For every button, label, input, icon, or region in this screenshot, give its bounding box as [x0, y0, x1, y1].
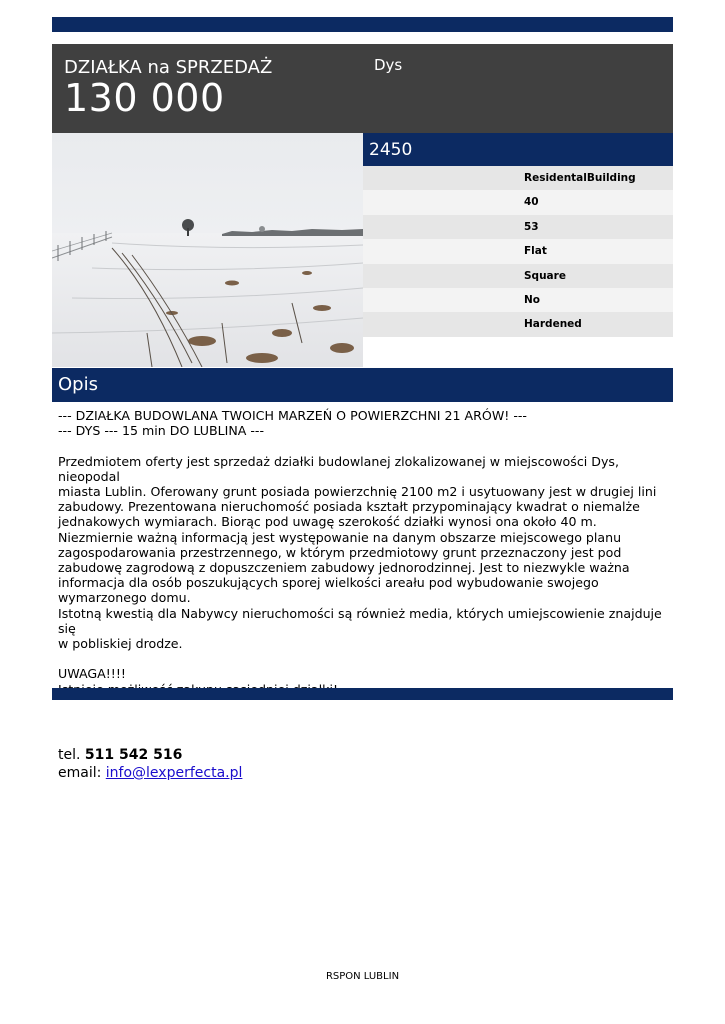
description-text: [58, 408, 670, 697]
plot-area: 2450: [369, 140, 413, 160]
param-value: No: [524, 293, 541, 306]
param-row: [363, 264, 673, 288]
offer-header: [52, 44, 673, 133]
param-row: [363, 312, 673, 336]
description-line: Przedmiotem oferty jest sprzedaż działki budowlanej zlokalizowanej w miejscowości Dys, nieopodal: [58, 453, 619, 484]
email-label: email:: [58, 765, 102, 781]
description-line: Istotną kwestią dla Nabywcy nieruchomości są również media, których umiejscowienie znajduje się: [58, 605, 662, 636]
description-line: informacja dla osób poszukujących sporej wielkości areału pod wybudowanie swojego: [58, 575, 599, 591]
separator-bar: [52, 688, 673, 700]
description-heading-bar: [52, 368, 673, 402]
contact-block: [58, 746, 242, 782]
email-line: [58, 764, 242, 782]
param-row: [363, 215, 673, 239]
email-link[interactable]: info@lexperfecta.pl: [105, 765, 243, 781]
area-bar: [363, 133, 673, 166]
description-line: zagospodarowania przestrzennego, w którym przedmiotowy grunt przeznaczony jest pod: [58, 544, 622, 560]
description-line: zabudowy. Prezentowana nieruchomość posiada kształt przypominający kwadrat o niemalże: [58, 499, 640, 515]
offer-location: Dys: [374, 56, 403, 74]
offer-price: 130 000: [64, 76, 225, 120]
top-accent-bar: [52, 17, 673, 32]
phone-number: 511 542 516: [84, 747, 183, 763]
description-line: w pobliskiej drodze.: [58, 636, 183, 652]
description-heading: Opis: [58, 374, 98, 395]
param-value: ResidentalBuilding: [524, 172, 636, 184]
description-line: UWAGA!!!!: [58, 666, 126, 682]
footer-text: RSPON LUBLIN: [325, 971, 400, 982]
description-line: jednakowych wymiarach. Biorąc pod uwagę szerokość działki wynosi ona około 40 m.: [58, 514, 597, 530]
offer-title: DZIAŁKA na SPRZEDAŻ: [64, 57, 273, 78]
phone-label: tel.: [58, 747, 81, 763]
param-row: [363, 288, 673, 312]
description-line: --- DYS --- 15 min DO LUBLINA ---: [58, 423, 265, 439]
param-value: 40: [524, 196, 539, 209]
phone-line: [58, 746, 242, 764]
description-line: --- DZIAŁKA BUDOWLANA TWOICH MARZEŃ O POWIERZCHNI 21 ARÓW! ---: [58, 408, 527, 423]
param-value: 53: [524, 220, 539, 233]
description-line: Niezmiernie ważną informacją jest występowanie na danym obszarze miejscowego planu: [58, 529, 622, 545]
param-row: [363, 190, 673, 214]
description-gap: [58, 651, 670, 666]
description-gap: [58, 438, 670, 453]
description-line: wymarzonego domu.: [58, 590, 191, 606]
property-photo: [52, 133, 363, 367]
param-value: Square: [524, 269, 566, 282]
param-value: Flat: [524, 245, 547, 258]
param-row: [363, 239, 673, 263]
description-line: zabudowę zagrodową z dopuszczeniem zabudowy jednorodzinnej. Jest to niezwykle ważna: [58, 560, 630, 576]
parameters-table: [363, 166, 673, 337]
param-value: Hardened: [524, 318, 582, 331]
description-line: miasta Lublin. Oferowany grunt posiada powierzchnię 2100 m2 i usytuowany jest w drugiej lini: [58, 484, 657, 499]
param-row: [363, 166, 673, 190]
